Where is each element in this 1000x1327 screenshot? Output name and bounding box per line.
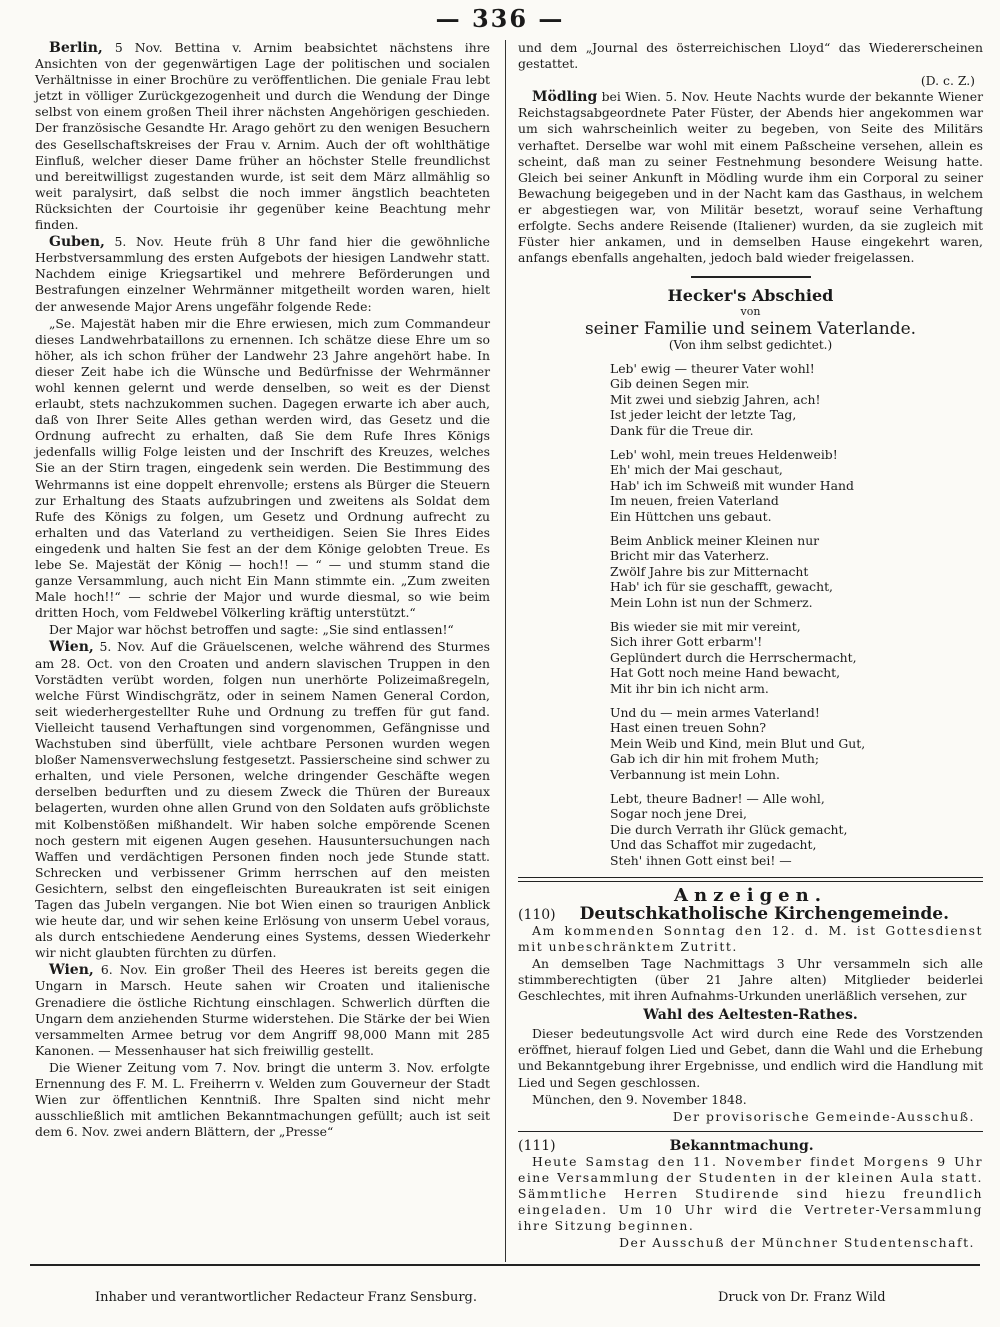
poem-line: Gib deinen Segen mir.	[610, 376, 750, 392]
poem-stanza	[610, 447, 983, 525]
poem-stanza	[610, 361, 983, 439]
poem-line: Ein Hüttchen uns gebaut.	[610, 509, 772, 525]
poem-note: (Von ihm selbst gedichtet.)	[668, 337, 833, 352]
poem-line: Leb' wohl, mein treues Heldenweib!	[610, 446, 838, 462]
poem-line: Steh' ihnen Gott einst bei! —	[610, 852, 792, 868]
poem-stanza	[610, 791, 983, 869]
poem-line: Und das Schaffot mir zugedacht,	[610, 837, 817, 853]
poem-stanza	[610, 705, 983, 783]
poem-line: Und du — mein armes Vaterland!	[610, 704, 820, 720]
poem-line: Mit ihr bin ich nicht arm.	[610, 680, 769, 696]
dateline-wien-5: Wien,	[49, 639, 94, 656]
poem-line: Mit zwei und siebzig Jahren, ach!	[610, 391, 821, 407]
poem-line: Die durch Verrath ihr Glück gemacht,	[610, 821, 848, 837]
article-moedling: Mödling bei Wien. 5. Nov. Heute Nachts wurde der bekannte Wiener Reichstagsabgeordnete Pater Füster, der Abends hier angekommen war um sich wahrscheinlich weiter zu begeben, von Seite des Militärs verhaftet. Derselbe war wohl mit einem Paßscheine versehen, allein es scheint, daß man zu seiner Festnehmung besondere Weisung hatte. Gleich bei seiner Ankunft in Mödling wurde ihm ein Corporal zu seiner Bewachung beigegeben und in der Nacht kam das Gasthaus, in welchem er abgestiegen war, von Militär besetzt, worauf seine Verhaftung erfolgte. Sechs andere Reisende (Italiener) wurden, da sie zugleich mit Füster hier ankamen, und in demselben Hause eingekehrt waren, anfangs ebenfalls angehalten, jedoch bald wieder freigelassen.	[518, 89, 983, 266]
ad-111-header	[518, 1138, 983, 1154]
article-wien-6: Wien, 6. Nov. Ein großer Theil des Heeres ist bereits gegen die Ungarn in Marsch. Heute sahen wir Croaten und italienische Grenadiere die östliche Richtung einschlagen. Schwerlich dürften die Ungarn dem anziehenden Sturme widerstehen. Die Stärke der bei Wien versammelten Armee betrug vor dem Angriff 98,000 Mann mit 285 Kanonen. — Messenhauser hat sich freiwillig gestellt.	[35, 962, 490, 1058]
major-speech: „Se. Majestät haben mir die Ehre erwiesen, mich zum Commandeur dieses Landwehrbataillons zu ernennen. Ich schätze diese Ehre um so höher, als ich schon früher der Landwehr 23 Jahre angehört habe. In dieser Zeit habe ich die Wünsche und Bedürfnisse der Wehrmänner wohl kennen gelernt und werde denselben, so weit es der Dienst erlaubt, stets nachzukommen suchen. Dagegen erwarte ich aber auch, daß von Ihrer Seite Alles gethan werden wird, das Gesetz und die Ordnung aufrecht zu erhalten, daß Sie dem Rufe Ihres Königs jedenfalls willig Folge leisten und der Inschrift des Kreuzes, welches Sie an der Stirn tragen, eingedenk sein werden. Die Bestimmung des Wehrmanns ist eine doppelt ehrenvolle; erstens als Bürger die Steuern zur Erhaltung des Staats aufzubringen und zweitens als Soldat dem Rufe des Königs zu folgen, um Gesetz und Ordnung aufrecht zu erhalten und das Vaterland zu vertheidigen. Seien Sie Ihres Eides eingedenk und halten Sie fest an der dem Könige gelobten Treue. Es lebe Se. Majestät der König — hoch!! — “ — und stumm stand die ganze Versammlung, auch nicht Ein Mann stimmte ein. „Zum zweiten Male hoch!!“ — schrie der Major und wurde diesmal, so wie beim dritten Hoch, vom Feldwebel Völkerling kräftig unterstützt.“	[35, 315, 490, 621]
poem-line: Hast einen treuen Sohn?	[610, 720, 767, 736]
ad-110-para-3: Dieser bedeutungsvolle Act wird durch eine Rede des Vorstzenden eröffnet, hierauf folgen Lied und Gebet, dann die Wahl und die Erhebung und Bekanntgebung ihrer Ergebnisse, und endlich wird die Handlung mit Lied und Segen geschlossen.	[518, 1026, 983, 1090]
poem-title: Hecker's Abschied	[667, 286, 834, 306]
ads-heading: Anzeigen.	[674, 884, 827, 906]
ad-110-number: (110)	[518, 906, 556, 923]
dateline-wien-6: Wien,	[49, 962, 94, 979]
ad-110-para-2: An demselben Tage Nachmittags 3 Uhr versammeln sich alle stimmberechtigten (über 21 Jahre alten) Mitglieder beiderlei Geschlechtes, mit ihren Aufnahms-Urkunden unerläßlich versehen, zur	[518, 955, 983, 1004]
poem-line: Ist jeder leicht der letzte Tag,	[610, 407, 797, 423]
ad-111-title: Bekanntmachung.	[669, 1137, 814, 1154]
footer-printer: Druck von Dr. Franz Wild	[718, 1290, 886, 1305]
poem-stanza	[610, 533, 983, 611]
poem-line: Hab' ich für sie geschafft, gewacht,	[610, 579, 833, 595]
ad-111-signature: Der Ausschuß der Münchner Studentenschaft.	[619, 1235, 975, 1251]
dateline-guben: Guben,	[49, 234, 105, 251]
source-signature: (D. c. Z.)	[920, 73, 975, 89]
ad-111-number: (111)	[518, 1137, 556, 1154]
poem-stanza	[610, 619, 983, 697]
page-number: — 336 —	[435, 4, 565, 33]
poem-line: Hat Gott noch meine Hand bewacht,	[610, 665, 841, 681]
major-dismissal: Der Major war höchst betroffen und sagte: „Sie sind entlassen!“	[49, 622, 454, 638]
article-berlin: Berlin, 5 Nov. Bettina v. Arnim beabsichtet nächstens ihre Ansichten von der gegenwärtigen Lage der politischen und socialen Verhältnisse in einer Brochüre zu veröffentlichen. Die geniale Frau lebt jetzt in völliger Zurückgezogenheit und durch die Wendung der Dinge selbst von einem großen Theil ihrer nächsten Angehörigen geschieden. Der französische Gesandte Hr. Arago gehört zu den wenigen Besuchern des Gesellschaftskreises der Frau v. Arnim. Auch der oft wohlthätige Einfluß, welcher dieser Dame früher an höchster Stelle freundlichst und bereitwilligst zugestanden wurde, ist seit dem März allmählig so weit paralysirt, daß selbst die noch immer ängstlich beachteten Rücksichten der Courtoisie ihr gegenüber keine Beachtung mehr finden.	[35, 40, 490, 233]
poem-line: Mein Lohn ist nun der Schmerz.	[610, 595, 813, 610]
poem-subtitle: seiner Familie und seinem Vaterlande.	[584, 318, 917, 339]
poem-line: Sogar noch jene Drei,	[610, 806, 747, 822]
dateline-moedling: Mödling	[532, 89, 598, 106]
poem-line: Geplündert durch die Herrschermacht,	[610, 649, 857, 665]
right-column	[518, 40, 983, 1251]
article-wiener-zeitung: Die Wiener Zeitung vom 7. Nov. bringt die unterm 3. Nov. erfolgte Ernennung des F. M. L. Freiherrn v. Welden zum Gouverneur der Stadt Wien zur öffentlichen Kenntniß. Ihre Spalten sind nicht mehr ausschließlich mit amtlichen Bekanntmachungen gefüllt; auch ist seit dem 6. Nov. zwei andern Blättern, der „Presse“	[35, 1059, 490, 1140]
poem-line: Lebt, theure Badner! — Alle wohl,	[610, 790, 825, 806]
column-divider	[505, 40, 506, 1262]
article-wien-5: Wien, 5. Nov. Auf die Gräuelscenen, welche während des Sturmes am 28. Oct. von den Croaten und andern slavischen Truppen in den Vorstädten verübt worden, folgen nun unerhörte Polizeimaßregeln, welche Fürst Windischgrätz, oder in seinem Namen General Cordon, seit wiederhergestellter Ruhe und Ordnung zu treffen für gut fand. Vielleicht tausend Verhaftungen sind vorgenommen, Gefängnisse und Wachstuben sind überfüllt, viele achtbare Personen wurden wegen bloßer Namensverwechslung festgesetzt. Passierscheine sind schwer zu erhalten, und viele Personen, welche dringender Geschäfte wegen derselben bedurften und zu diesem Zweck die Thüren der Bureaux belagerten, wurden ohne allen Grund von den Soldaten aufs gröblichste mit Kolbenstößen mißhandelt. Wir haben solche empörende Scenen noch gestern mit eigenen Augen gesehen. Hausuntersuchungen nach Waffen und verdächtigen Personen finden noch jede Stunde statt. Schrecken und verbissener Grimm herrschen auf den meisten Gesichtern, selbst den eingefleischten Bureaukraten ist seit einigen Tagen das Jubeln vergangen. Nie bot Wien einen so traurigen Anblick wie heute dar, und wir sehen keine Erlösung von unserm Uebel voraus, als durch entschiedene Aenderung eines Systems, dessen Wiederkehr wir nicht glaubten fürchten zu dürfen.	[35, 639, 491, 961]
article-guben: Guben, 5. Nov. Heute früh 8 Uhr fand hier die gewöhnliche Herbstversammlung des ersten Aufgebots der hiesigen Landwehr statt. Nachdem einige Kriegsartikel und mehrere Beförderungen und Bestrafungen einzelner Wehrmänner mitgetheilt worden waren, hielt der anwesende Major Arens ungefähr folgende Rede:	[35, 234, 490, 314]
poem-line: Zwölf Jahre bis zur Mitternacht	[610, 563, 809, 579]
section-divider	[691, 276, 811, 278]
poem-von: von	[740, 305, 761, 319]
poem-line: Gab ich dir hin mit frohem Muth;	[610, 751, 819, 767]
ad-110-title: Deutschkatholische Kirchengemeinde.	[579, 903, 950, 924]
poem-line: Bricht mir das Vaterherz.	[610, 548, 770, 564]
ad-110-signature: Der provisorische Gemeinde-Ausschuß.	[672, 1108, 975, 1124]
left-column	[35, 40, 490, 1141]
poem-line: Eh' mich der Mai geschaut,	[610, 462, 783, 478]
footer-editor: Inhaber und verantwortlicher Redacteur Franz Sensburg.	[95, 1290, 478, 1305]
ads-divider	[518, 877, 983, 882]
poem-line: Beim Anblick meiner Kleinen nur	[610, 532, 820, 548]
poem-line: Hab' ich im Schweiß mit wunder Hand	[610, 477, 854, 493]
poem-body	[518, 361, 983, 869]
ad-divider	[518, 1131, 983, 1132]
dateline-berlin: Berlin,	[49, 40, 103, 56]
ad-110-heading: Wahl des Aeltesten-Rathes.	[643, 1007, 858, 1024]
poem-line: Im neuen, freien Vaterland	[610, 493, 779, 509]
poem-line: Verbannung ist mein Lohn.	[610, 766, 780, 782]
ad-110-date: München, den 9. November 1848.	[532, 1091, 747, 1107]
poem-line: Sich ihrer Gott erbarm'!	[610, 634, 763, 650]
poem-line: Dank für die Treue dir.	[610, 423, 754, 439]
poem-line: Leb' ewig — theurer Vater wohl!	[610, 360, 815, 376]
poem-line: Mein Weib und Kind, mein Blut und Gut,	[610, 735, 866, 751]
poem-line: Bis wieder sie mit mir vereint,	[610, 618, 801, 634]
footer-rule	[30, 1264, 980, 1266]
ad-110-para-1: Am kommenden Sonntag den 12. d. M. ist Gottesdienst mit unbeschränktem Zutritt.	[518, 922, 983, 954]
ad-111-para-1: Heute Samstag den 11. November findet Morgens 9 Uhr eine Versammlung der Studenten in der kleinen Aula statt. Sämmtliche Herren Studirende sind hiezu freundlich eingeladen. Um 10 Uhr wird die Vertreter-Versammlung ihre Sitzung beginnen.	[518, 1153, 983, 1234]
ad-110-header	[518, 903, 983, 924]
article-continuation: und dem „Journal des österreichischen Lloyd“ das Wiedererscheinen gestattet.	[518, 40, 983, 72]
